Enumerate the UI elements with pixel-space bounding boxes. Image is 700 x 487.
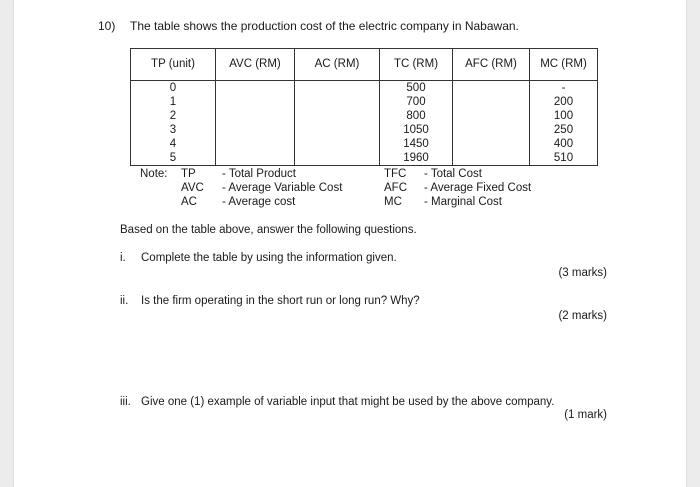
header-mc: MC (RM) — [530, 49, 598, 81]
cell-tp: 3 — [131, 123, 216, 137]
cell-tp: 4 — [131, 137, 216, 151]
cell-tc: 800 — [380, 109, 453, 123]
table-row — [131, 137, 598, 151]
cell-tc: 1960 — [380, 151, 453, 166]
note-desc-ac: - Average cost — [222, 196, 296, 208]
cell-avc — [216, 81, 295, 96]
note-abbr-afc: AFC — [384, 182, 407, 194]
cell-afc — [453, 137, 530, 151]
table-header-row — [131, 49, 598, 81]
part-iii-text: Give one (1) example of variable input that might be used by the above company. — [141, 396, 555, 408]
part-ii-text: Is the firm operating in the short run or long run? Why? — [141, 295, 420, 307]
part-iii-numeral: iii. — [120, 396, 131, 408]
table-row — [131, 151, 598, 166]
header-tc: TC (RM) — [380, 49, 453, 81]
cell-avc — [216, 95, 295, 109]
cell-tc: 1450 — [380, 137, 453, 151]
cell-mc: 400 — [530, 137, 598, 151]
question-text: The table shows the production cost of the electric company in Nabawan. — [130, 19, 519, 33]
note-desc-tfc: - Total Cost — [424, 168, 482, 180]
note-abbr-tp: TP — [181, 168, 196, 180]
cell-tc: 700 — [380, 95, 453, 109]
question-number: 10) — [98, 19, 116, 33]
cell-mc: 510 — [530, 151, 598, 166]
header-ac: AC (RM) — [295, 49, 380, 81]
note-desc-afc: - Average Fixed Cost — [424, 182, 532, 194]
table-row — [131, 81, 598, 96]
part-ii-numeral: ii. — [120, 295, 129, 307]
part-i-marks: (3 marks) — [558, 267, 607, 279]
cell-ac — [295, 151, 380, 166]
cell-afc — [453, 95, 530, 109]
cell-tc: 1050 — [380, 123, 453, 137]
cell-ac — [295, 137, 380, 151]
instruction-text: Based on the table above, answer the following questions. — [120, 224, 417, 236]
header-afc: AFC (RM) — [453, 49, 530, 81]
cell-mc: - — [530, 81, 598, 96]
note-desc-tp: - Total Product — [222, 168, 296, 180]
cell-ac — [295, 123, 380, 137]
cell-tp: 1 — [131, 95, 216, 109]
part-iii-marks: (1 mark) — [564, 409, 607, 421]
note-desc-mc: - Marginal Cost — [424, 196, 502, 208]
cell-ac — [295, 95, 380, 109]
cell-tp: 0 — [131, 81, 216, 96]
cell-afc — [453, 109, 530, 123]
cell-afc — [453, 81, 530, 96]
cell-mc: 100 — [530, 109, 598, 123]
note-abbr-avc: AVC — [181, 182, 204, 194]
cell-avc — [216, 123, 295, 137]
cell-tp: 5 — [131, 151, 216, 166]
cell-mc: 200 — [530, 95, 598, 109]
note-abbr-mc: MC — [384, 196, 402, 208]
cell-mc: 250 — [530, 123, 598, 137]
cell-afc — [453, 151, 530, 166]
header-tp: TP (unit) — [131, 49, 216, 81]
cell-avc — [216, 109, 295, 123]
cell-ac — [295, 109, 380, 123]
cell-ac — [295, 81, 380, 96]
note-label: Note: — [140, 168, 168, 180]
note-desc-avc: - Average Variable Cost — [222, 182, 343, 194]
cell-tp: 2 — [131, 109, 216, 123]
table-row — [131, 123, 598, 137]
part-i-numeral: i. — [120, 252, 126, 264]
part-ii-marks: (2 marks) — [558, 310, 607, 322]
cell-afc — [453, 123, 530, 137]
table-row — [131, 109, 598, 123]
cell-avc — [216, 151, 295, 166]
cell-tc: 500 — [380, 81, 453, 96]
header-avc: AVC (RM) — [216, 49, 295, 81]
note-abbr-tfc: TFC — [384, 168, 407, 180]
table-row — [131, 95, 598, 109]
part-i-text: Complete the table by using the information given. — [141, 252, 397, 264]
cell-avc — [216, 137, 295, 151]
cost-table — [130, 48, 598, 166]
note-abbr-ac: AC — [181, 196, 197, 208]
